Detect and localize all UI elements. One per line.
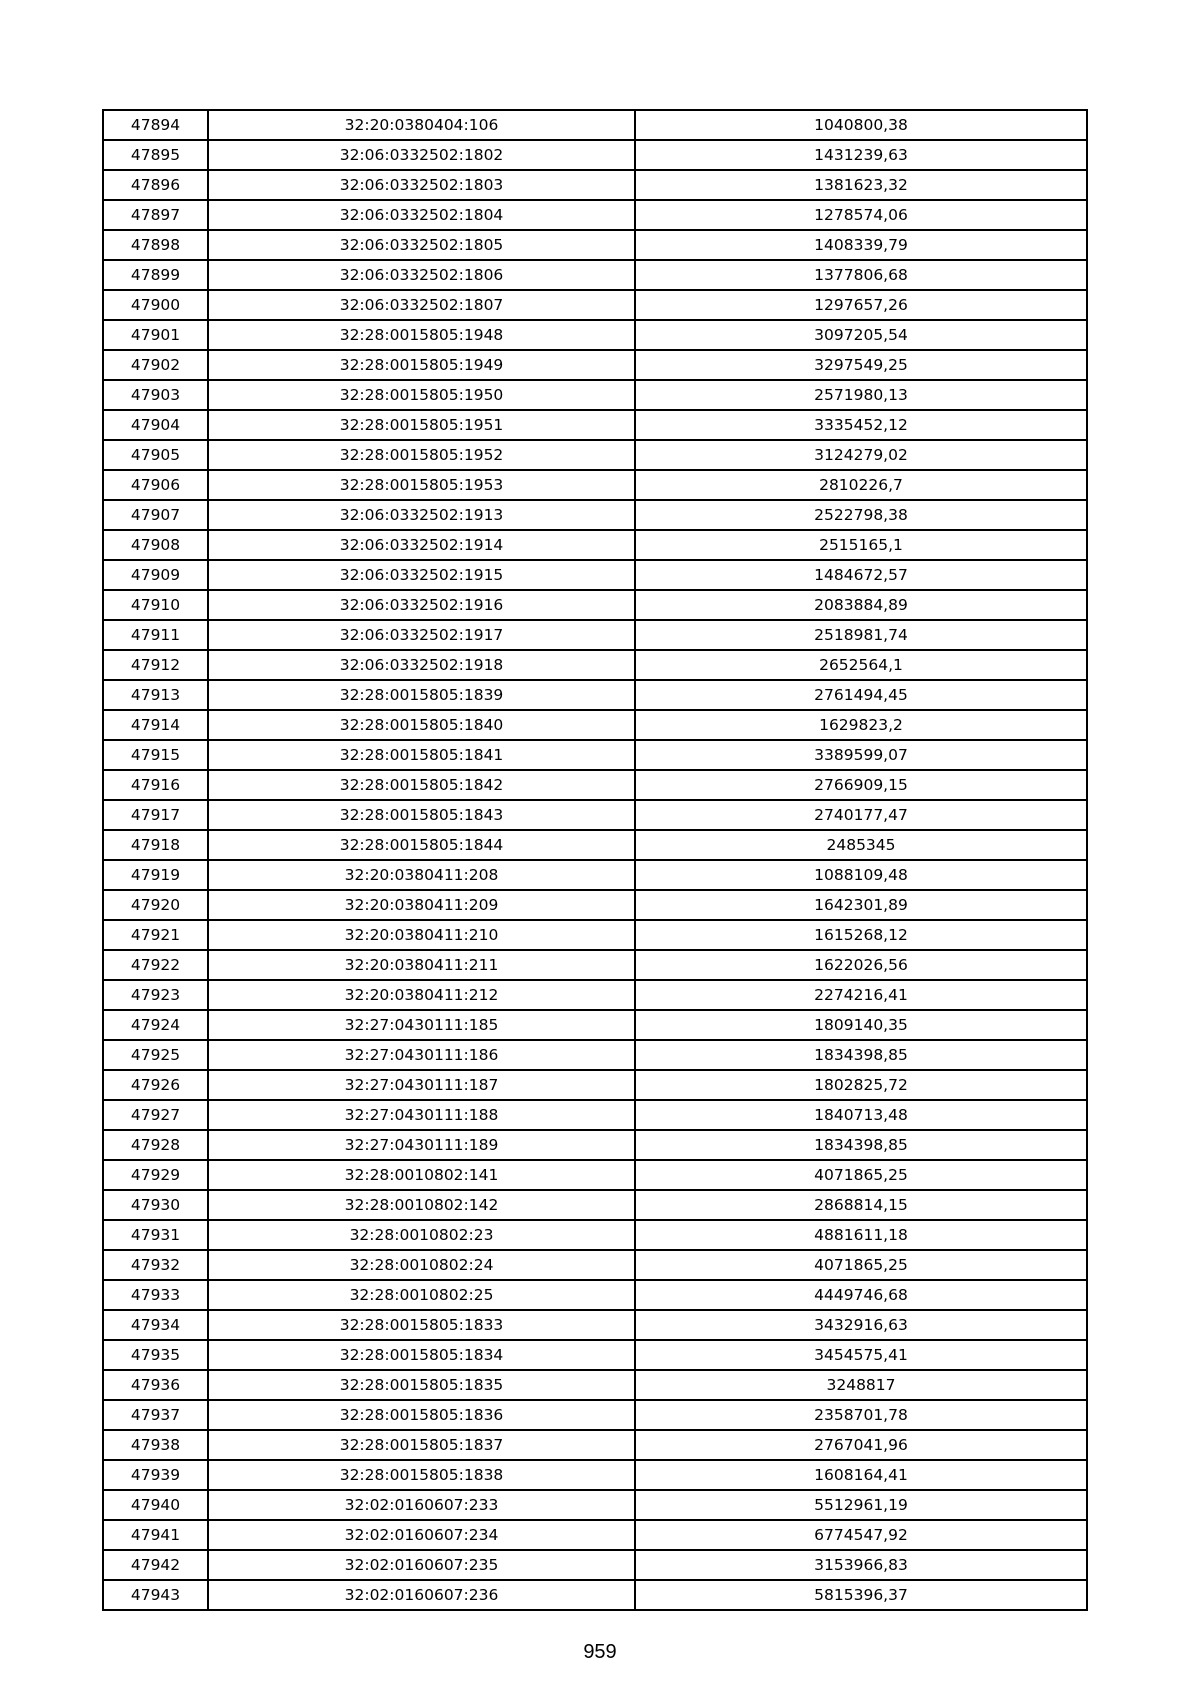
row-number-cell: 47930 — [103, 1190, 208, 1220]
cadastral-number-cell: 32:28:0015805:1841 — [208, 740, 635, 770]
cadastral-number-cell: 32:27:0430111:186 — [208, 1040, 635, 1070]
table-row — [103, 920, 1087, 950]
cadastral-number-cell: 32:28:0015805:1844 — [208, 830, 635, 860]
table-row — [103, 410, 1087, 440]
value-cell: 3454575,41 — [635, 1340, 1087, 1370]
cadastral-number-cell: 32:02:0160607:234 — [208, 1520, 635, 1550]
value-cell: 2485345 — [635, 830, 1087, 860]
table-row — [103, 1250, 1087, 1280]
value-cell: 2358701,78 — [635, 1400, 1087, 1430]
page-number: 959 — [583, 1641, 617, 1663]
row-number-cell: 47918 — [103, 830, 208, 860]
row-number-cell: 47905 — [103, 440, 208, 470]
cadastral-number-cell: 32:28:0015805:1838 — [208, 1460, 635, 1490]
cadastral-number-cell: 32:28:0015805:1843 — [208, 800, 635, 830]
value-cell: 6774547,92 — [635, 1520, 1087, 1550]
row-number-cell: 47898 — [103, 230, 208, 260]
value-cell: 1622026,56 — [635, 950, 1087, 980]
table-row — [103, 1310, 1087, 1340]
value-cell: 3153966,83 — [635, 1550, 1087, 1580]
table-row — [103, 1580, 1087, 1610]
table-row — [103, 830, 1087, 860]
row-number-cell: 47935 — [103, 1340, 208, 1370]
table-row — [103, 110, 1087, 140]
table-row — [103, 200, 1087, 230]
cadastral-number-cell: 32:28:0010802:141 — [208, 1160, 635, 1190]
row-number-cell: 47916 — [103, 770, 208, 800]
table-row — [103, 140, 1087, 170]
cadastral-number-cell: 32:28:0015805:1953 — [208, 470, 635, 500]
row-number-cell: 47922 — [103, 950, 208, 980]
value-cell: 1629823,2 — [635, 710, 1087, 740]
table-row — [103, 230, 1087, 260]
value-cell: 1840713,48 — [635, 1100, 1087, 1130]
row-number-cell: 47936 — [103, 1370, 208, 1400]
row-number-cell: 47894 — [103, 110, 208, 140]
row-number-cell: 47914 — [103, 710, 208, 740]
cadastral-number-cell: 32:06:0332502:1804 — [208, 200, 635, 230]
cadastral-number-cell: 32:02:0160607:233 — [208, 1490, 635, 1520]
value-cell: 1642301,89 — [635, 890, 1087, 920]
row-number-cell: 47913 — [103, 680, 208, 710]
table-row — [103, 1520, 1087, 1550]
row-number-cell: 47895 — [103, 140, 208, 170]
table-row — [103, 1190, 1087, 1220]
value-cell: 2766909,15 — [635, 770, 1087, 800]
row-number-cell: 47923 — [103, 980, 208, 1010]
row-number-cell: 47921 — [103, 920, 208, 950]
row-number-cell: 47896 — [103, 170, 208, 200]
row-number-cell: 47907 — [103, 500, 208, 530]
cadastral-number-cell: 32:28:0015805:1833 — [208, 1310, 635, 1340]
table-row — [103, 650, 1087, 680]
row-number-cell: 47927 — [103, 1100, 208, 1130]
value-cell: 2810226,7 — [635, 470, 1087, 500]
table-row — [103, 620, 1087, 650]
cadastral-number-cell: 32:28:0010802:24 — [208, 1250, 635, 1280]
row-number-cell: 47937 — [103, 1400, 208, 1430]
cadastral-number-cell: 32:28:0015805:1948 — [208, 320, 635, 350]
table-row — [103, 1370, 1087, 1400]
row-number-cell: 47902 — [103, 350, 208, 380]
cadastral-number-cell: 32:06:0332502:1913 — [208, 500, 635, 530]
table-row — [103, 1400, 1087, 1430]
value-cell: 1408339,79 — [635, 230, 1087, 260]
value-cell: 2515165,1 — [635, 530, 1087, 560]
value-cell: 1834398,85 — [635, 1040, 1087, 1070]
cadastral-number-cell: 32:06:0332502:1807 — [208, 290, 635, 320]
table-row — [103, 710, 1087, 740]
table-row — [103, 260, 1087, 290]
cadastral-number-cell: 32:06:0332502:1917 — [208, 620, 635, 650]
cadastral-number-cell: 32:28:0015805:1950 — [208, 380, 635, 410]
table-row — [103, 740, 1087, 770]
cadastral-number-cell: 32:06:0332502:1916 — [208, 590, 635, 620]
value-cell: 1278574,06 — [635, 200, 1087, 230]
value-cell: 1802825,72 — [635, 1070, 1087, 1100]
table-row — [103, 1460, 1087, 1490]
value-cell: 2740177,47 — [635, 800, 1087, 830]
table-row — [103, 320, 1087, 350]
row-number-cell: 47942 — [103, 1550, 208, 1580]
table-row — [103, 1220, 1087, 1250]
row-number-cell: 47900 — [103, 290, 208, 320]
value-cell: 1484672,57 — [635, 560, 1087, 590]
table-row — [103, 440, 1087, 470]
row-number-cell: 47897 — [103, 200, 208, 230]
row-number-cell: 47938 — [103, 1430, 208, 1460]
cadastral-number-cell: 32:20:0380411:212 — [208, 980, 635, 1010]
table-row — [103, 530, 1087, 560]
row-number-cell: 47904 — [103, 410, 208, 440]
table-row — [103, 1550, 1087, 1580]
table-row — [103, 1430, 1087, 1460]
cadastral-number-cell: 32:20:0380404:106 — [208, 110, 635, 140]
table-row — [103, 980, 1087, 1010]
row-number-cell: 47909 — [103, 560, 208, 590]
row-number-cell: 47932 — [103, 1250, 208, 1280]
table-row — [103, 1010, 1087, 1040]
cadastral-number-cell: 32:06:0332502:1802 — [208, 140, 635, 170]
value-cell: 4071865,25 — [635, 1250, 1087, 1280]
row-number-cell: 47917 — [103, 800, 208, 830]
table-row — [103, 860, 1087, 890]
value-cell: 3432916,63 — [635, 1310, 1087, 1340]
value-cell: 5815396,37 — [635, 1580, 1087, 1610]
row-number-cell: 47926 — [103, 1070, 208, 1100]
value-cell: 1431239,63 — [635, 140, 1087, 170]
value-cell: 2571980,13 — [635, 380, 1087, 410]
value-cell: 1608164,41 — [635, 1460, 1087, 1490]
table-row — [103, 1040, 1087, 1070]
value-cell: 3097205,54 — [635, 320, 1087, 350]
value-cell: 2274216,41 — [635, 980, 1087, 1010]
table-row — [103, 770, 1087, 800]
value-cell: 3248817 — [635, 1370, 1087, 1400]
value-cell: 3297549,25 — [635, 350, 1087, 380]
table-row — [103, 1340, 1087, 1370]
table-row — [103, 590, 1087, 620]
value-cell: 1834398,85 — [635, 1130, 1087, 1160]
row-number-cell: 47941 — [103, 1520, 208, 1550]
data-table — [102, 109, 1088, 1611]
value-cell: 2083884,89 — [635, 590, 1087, 620]
value-cell: 1377806,68 — [635, 260, 1087, 290]
cadastral-number-cell: 32:28:0015805:1839 — [208, 680, 635, 710]
cadastral-number-cell: 32:06:0332502:1915 — [208, 560, 635, 590]
value-cell: 1809140,35 — [635, 1010, 1087, 1040]
cadastral-number-cell: 32:28:0010802:25 — [208, 1280, 635, 1310]
cadastral-number-cell: 32:28:0015805:1842 — [208, 770, 635, 800]
table-row — [103, 500, 1087, 530]
table-row — [103, 1160, 1087, 1190]
cadastral-number-cell: 32:28:0015805:1834 — [208, 1340, 635, 1370]
row-number-cell: 47929 — [103, 1160, 208, 1190]
row-number-cell: 47931 — [103, 1220, 208, 1250]
cadastral-number-cell: 32:20:0380411:210 — [208, 920, 635, 950]
table-row — [103, 170, 1087, 200]
row-number-cell: 47919 — [103, 860, 208, 890]
table-row — [103, 470, 1087, 500]
row-number-cell: 47939 — [103, 1460, 208, 1490]
cadastral-number-cell: 32:02:0160607:235 — [208, 1550, 635, 1580]
table-row — [103, 950, 1087, 980]
row-number-cell: 47915 — [103, 740, 208, 770]
table-row — [103, 380, 1087, 410]
cadastral-number-cell: 32:06:0332502:1803 — [208, 170, 635, 200]
table-row — [103, 1070, 1087, 1100]
table-row — [103, 290, 1087, 320]
value-cell: 2652564,1 — [635, 650, 1087, 680]
value-cell: 3389599,07 — [635, 740, 1087, 770]
cadastral-number-cell: 32:06:0332502:1914 — [208, 530, 635, 560]
table-row — [103, 1130, 1087, 1160]
value-cell: 2761494,45 — [635, 680, 1087, 710]
table-row — [103, 1490, 1087, 1520]
cadastral-number-cell: 32:28:0015805:1949 — [208, 350, 635, 380]
cadastral-number-cell: 32:28:0010802:142 — [208, 1190, 635, 1220]
value-cell: 2518981,74 — [635, 620, 1087, 650]
value-cell: 3124279,02 — [635, 440, 1087, 470]
row-number-cell: 47910 — [103, 590, 208, 620]
row-number-cell: 47903 — [103, 380, 208, 410]
row-number-cell: 47920 — [103, 890, 208, 920]
row-number-cell: 47911 — [103, 620, 208, 650]
row-number-cell: 47940 — [103, 1490, 208, 1520]
cadastral-number-cell: 32:28:0015805:1840 — [208, 710, 635, 740]
cadastral-number-cell: 32:06:0332502:1805 — [208, 230, 635, 260]
cadastral-number-cell: 32:27:0430111:188 — [208, 1100, 635, 1130]
value-cell: 1040800,38 — [635, 110, 1087, 140]
row-number-cell: 47924 — [103, 1010, 208, 1040]
row-number-cell: 47933 — [103, 1280, 208, 1310]
value-cell: 2767041,96 — [635, 1430, 1087, 1460]
table-row — [103, 680, 1087, 710]
table-row — [103, 1280, 1087, 1310]
table-row — [103, 350, 1087, 380]
cadastral-number-cell: 32:06:0332502:1806 — [208, 260, 635, 290]
cadastral-number-cell: 32:02:0160607:236 — [208, 1580, 635, 1610]
table-row — [103, 890, 1087, 920]
table-row — [103, 1100, 1087, 1130]
cadastral-number-cell: 32:28:0015805:1952 — [208, 440, 635, 470]
value-cell: 4071865,25 — [635, 1160, 1087, 1190]
value-cell: 1297657,26 — [635, 290, 1087, 320]
row-number-cell: 47928 — [103, 1130, 208, 1160]
cadastral-number-cell: 32:20:0380411:208 — [208, 860, 635, 890]
value-cell: 1088109,48 — [635, 860, 1087, 890]
value-cell: 1615268,12 — [635, 920, 1087, 950]
row-number-cell: 47901 — [103, 320, 208, 350]
cadastral-number-cell: 32:28:0015805:1951 — [208, 410, 635, 440]
table-body — [103, 110, 1087, 1610]
value-cell: 2868814,15 — [635, 1190, 1087, 1220]
row-number-cell: 47934 — [103, 1310, 208, 1340]
row-number-cell: 47908 — [103, 530, 208, 560]
row-number-cell: 47925 — [103, 1040, 208, 1070]
value-cell: 4881611,18 — [635, 1220, 1087, 1250]
cadastral-number-cell: 32:27:0430111:187 — [208, 1070, 635, 1100]
value-cell: 2522798,38 — [635, 500, 1087, 530]
value-cell: 5512961,19 — [635, 1490, 1087, 1520]
row-number-cell: 47906 — [103, 470, 208, 500]
cadastral-number-cell: 32:28:0015805:1837 — [208, 1430, 635, 1460]
cadastral-number-cell: 32:06:0332502:1918 — [208, 650, 635, 680]
cadastral-number-cell: 32:28:0015805:1836 — [208, 1400, 635, 1430]
value-cell: 4449746,68 — [635, 1280, 1087, 1310]
value-cell: 3335452,12 — [635, 410, 1087, 440]
row-number-cell: 47943 — [103, 1580, 208, 1610]
cadastral-number-cell: 32:27:0430111:189 — [208, 1130, 635, 1160]
row-number-cell: 47912 — [103, 650, 208, 680]
cadastral-number-cell: 32:20:0380411:209 — [208, 890, 635, 920]
row-number-cell: 47899 — [103, 260, 208, 290]
cadastral-number-cell: 32:28:0010802:23 — [208, 1220, 635, 1250]
cadastral-number-cell: 32:20:0380411:211 — [208, 950, 635, 980]
value-cell: 1381623,32 — [635, 170, 1087, 200]
table-row — [103, 560, 1087, 590]
cadastral-number-cell: 32:27:0430111:185 — [208, 1010, 635, 1040]
cadastral-number-cell: 32:28:0015805:1835 — [208, 1370, 635, 1400]
table-row — [103, 800, 1087, 830]
